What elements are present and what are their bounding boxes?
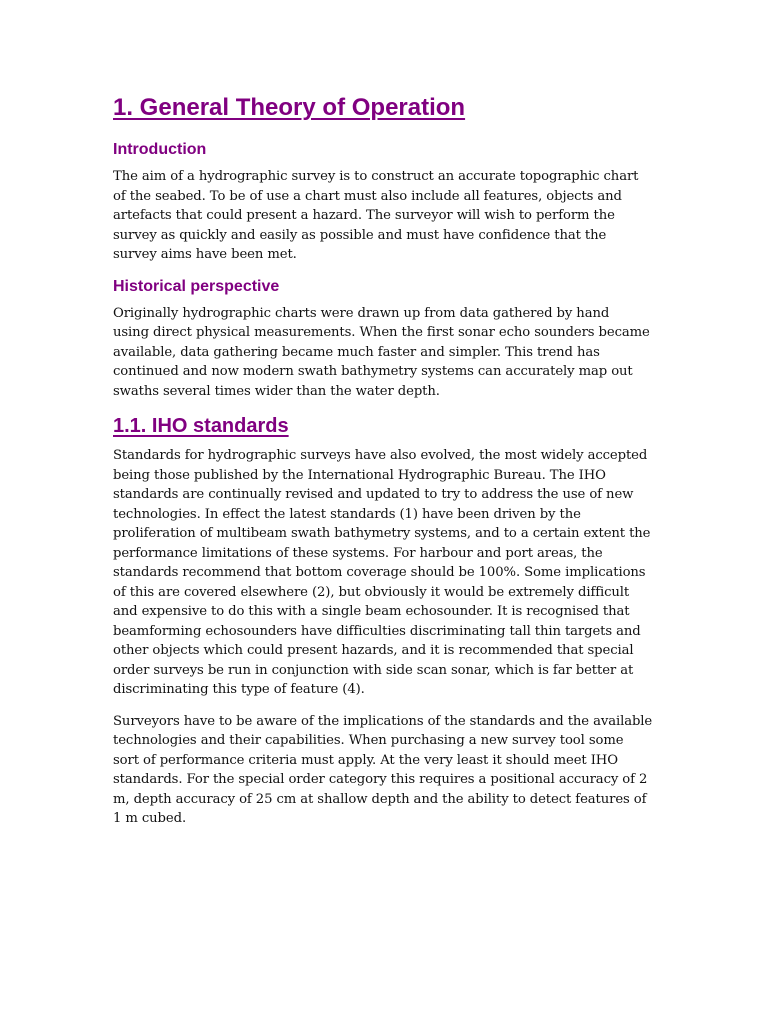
text-line: standards. For the special order category this requires a positional accuracy of 2 xyxy=(113,772,648,787)
text-line: technologies. In effect the latest standards (1) have been driven by the xyxy=(113,506,581,522)
text-line: continued and now modern swath bathymetry systems can accurately map out xyxy=(113,364,633,379)
text-line: other objects which could present hazards, and it is recommended that special xyxy=(113,643,634,658)
section-heading-introduction: Introduction xyxy=(113,141,207,158)
section-heading-historical: Historical perspective xyxy=(113,277,280,295)
text-line: of this are covered elsewhere (2), but obviously it would be extremely difficult xyxy=(113,584,630,600)
text-line: survey as quickly and easily as possible and must have confidence that the xyxy=(113,227,607,243)
text-line: 1 m cubed. xyxy=(113,811,187,826)
text-line: survey aims have been met. xyxy=(113,247,297,262)
text-line: swaths several times wider than the water depth. xyxy=(113,383,440,399)
text-line: discriminating this type of feature (4). xyxy=(113,682,365,697)
text-line: standards recommend that bottom coverage should be 100%. Some implications xyxy=(113,565,646,580)
text-line: and expensive to do this with a single beam echosounder. It is recognised that xyxy=(113,604,630,619)
text-line: Surveyors have to be aware of the implications of the standards and the available xyxy=(113,713,653,729)
text-line: artefacts that could present a hazard. The surveyor will wish to perform the xyxy=(113,208,615,223)
text-line: using direct physical measurements. When the first sonar echo sounders became xyxy=(113,325,650,340)
text-line: Standards for hydrographic surveys have also evolved, the most widely accepted xyxy=(113,448,648,463)
iho-paragraph-2 xyxy=(113,712,658,829)
text-line: m, depth accuracy of 25 cm at shallow depth and the ability to detect features of xyxy=(113,791,647,807)
text-line: performance limitations of these systems. For harbour and port areas, the xyxy=(113,545,603,561)
iho-paragraph-1 xyxy=(113,446,658,700)
text-line: beamforming echosounders have difficulties discriminating tall thin targets and xyxy=(113,623,641,639)
text-line: standards are continually revised and updated to try to address the use of new xyxy=(113,487,634,502)
subsection-heading-iho: 1.1. IHO standards xyxy=(113,415,289,437)
document-page xyxy=(113,92,658,841)
historical-paragraph xyxy=(113,304,658,402)
introduction-paragraph xyxy=(113,167,658,265)
text-line: of the seabed. To be of use a chart must also include all features, objects and xyxy=(113,188,622,204)
text-line: order surveys be run in conjunction with side scan sonar, which is far better at xyxy=(113,662,634,678)
text-line: available, data gathering became much faster and simpler. This trend has xyxy=(113,344,600,360)
text-line: being those published by the International Hydrographic Bureau. The IHO xyxy=(113,467,606,483)
text-line: The aim of a hydrographic survey is to construct an accurate topographic chart xyxy=(113,169,639,184)
text-line: sort of performance criteria must apply. At the very least it should meet IHO xyxy=(113,752,618,768)
text-line: proliferation of multibeam swath bathymetry systems, and to a certain extent the xyxy=(113,526,651,541)
text-line: Originally hydrographic charts were drawn up from data gathered by hand xyxy=(113,305,610,321)
text-line: technologies and their capabilities. When purchasing a new survey tool some xyxy=(113,733,624,748)
page-title: 1. General Theory of Operation xyxy=(113,94,466,121)
